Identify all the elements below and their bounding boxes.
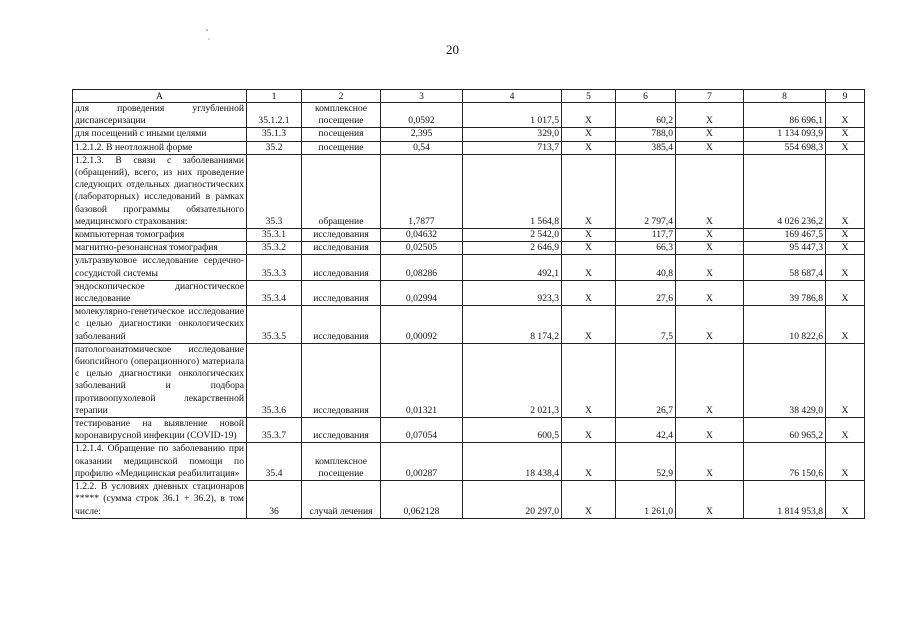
row-col7: X [676,128,744,141]
row-col6: 42,4 [616,418,676,443]
row-col4: 1 564,8 [463,154,562,228]
row-col4: 600,5 [463,418,562,443]
row-col5: X [562,280,616,305]
row-col4: 2 021,3 [463,343,562,417]
row-col8: 1 814 953,8 [744,481,826,519]
row-code: 35.1.3 [247,128,302,141]
row-code: 35.3 [247,154,302,228]
row-col8: 39 786,8 [744,280,826,305]
row-label: компьютерная томография [73,229,247,242]
row-unit: исследования [302,306,381,344]
row-label: 1.2.1.4. Обращение по заболеванию при оказании медицинской помощи по профилю «Медицинская реабилитация» [73,443,247,481]
row-code: 35.3.7 [247,418,302,443]
row-label: ультразвуковое исследование сердечно-сосудистой системы [73,255,247,280]
row-code: 35.3.6 [247,343,302,417]
table-row [73,128,865,141]
row-unit: исследования [302,343,381,417]
header-cell: 8 [744,90,826,103]
header-cell: 4 [463,90,562,103]
row-col8: 169 467,5 [744,229,826,242]
row-col3: 1,7877 [381,154,463,228]
row-col8: 38 429,0 [744,343,826,417]
row-unit: комплексное посещение [302,443,381,481]
row-unit: исследования [302,280,381,305]
row-col6: 7,5 [616,306,676,344]
header-cell: 7 [676,90,744,103]
row-col3: 0,00287 [381,443,463,481]
row-col7: X [676,280,744,305]
row-col7: X [676,154,744,228]
row-col6: 788,0 [616,128,676,141]
header-cell: 6 [616,90,676,103]
table-row [73,229,865,242]
row-col6: 52,9 [616,443,676,481]
row-col4: 923,3 [463,280,562,305]
row-col7: X [676,306,744,344]
row-col9: X [826,141,865,154]
row-col9: X [826,280,865,305]
row-unit: обращение [302,154,381,228]
row-label: эндоскопическое диагностическое исследование [73,280,247,305]
row-col4: 329,0 [463,128,562,141]
header-cell: 1 [247,90,302,103]
row-code: 35.1.2.1 [247,103,302,128]
row-col4: 492,1 [463,255,562,280]
row-col5: X [562,418,616,443]
row-label: для проведения углубленной диспансеризации [73,103,247,128]
row-col6: 66,3 [616,242,676,255]
data-table [72,89,865,519]
row-col5: X [562,343,616,417]
row-label: для посещений с иными целями [73,128,247,141]
row-col9: X [826,242,865,255]
row-col3: 0,54 [381,141,463,154]
row-col3: 0,0592 [381,103,463,128]
row-code: 35.3.5 [247,306,302,344]
row-col9: X [826,255,865,280]
row-col7: X [676,443,744,481]
row-col7: X [676,229,744,242]
row-col3: 0,062128 [381,481,463,519]
row-col7: X [676,103,744,128]
row-col8: 4 026 236,2 [744,154,826,228]
row-col5: X [562,255,616,280]
scan-specks [205,28,213,42]
table-row [73,343,865,417]
row-code: 35.3.4 [247,280,302,305]
row-col5: X [562,443,616,481]
row-col3: 0,01321 [381,343,463,417]
row-col3: 0,08286 [381,255,463,280]
row-col6: 40,8 [616,255,676,280]
table-row [73,242,865,255]
header-cell: 5 [562,90,616,103]
row-col9: X [826,229,865,242]
row-unit: случай лечения [302,481,381,519]
row-code: 35.3.3 [247,255,302,280]
header-cell: 2 [302,90,381,103]
row-col9: X [826,128,865,141]
row-col5: X [562,154,616,228]
row-col9: X [826,343,865,417]
row-col3: 0,02505 [381,242,463,255]
row-code: 35.2 [247,141,302,154]
row-code: 35.3.2 [247,242,302,255]
row-label: магнитно-резонансная томография [73,242,247,255]
row-col9: X [826,418,865,443]
row-col6: 117,7 [616,229,676,242]
row-col4: 713,7 [463,141,562,154]
row-col8: 60 965,2 [744,418,826,443]
row-col7: X [676,242,744,255]
row-col7: X [676,481,744,519]
row-label: тестирование на выявление новой коронавирусной инфекции (COVID-19) [73,418,247,443]
header-cell: 3 [381,90,463,103]
row-col4: 8 174,2 [463,306,562,344]
row-col8: 58 687,4 [744,255,826,280]
row-col7: X [676,141,744,154]
row-col8: 76 150,6 [744,443,826,481]
row-unit: исследования [302,242,381,255]
row-col6: 26,7 [616,343,676,417]
row-unit: посещения [302,128,381,141]
row-col3: 0,02994 [381,280,463,305]
header-cell: 9 [826,90,865,103]
row-unit: исследования [302,255,381,280]
row-col4: 2 542,0 [463,229,562,242]
row-col9: X [826,154,865,228]
row-col4: 18 438,4 [463,443,562,481]
header-row [73,90,865,103]
row-col8: 554 698,3 [744,141,826,154]
row-col5: X [562,128,616,141]
row-col6: 1 261,0 [616,481,676,519]
row-col9: X [826,481,865,519]
row-col3: 2,395 [381,128,463,141]
table-row [73,306,865,344]
row-col9: X [826,306,865,344]
row-col7: X [676,255,744,280]
row-label: патологоанатомическое исследование биопсийного (операционного) материала с целью диагностики онкологических заболеваний и подбора противоопухолевой лекарственной терапии [73,343,247,417]
row-col3: 0,00092 [381,306,463,344]
row-col5: X [562,103,616,128]
row-label: 1.2.1.3. В связи с заболеваниями (обращений), всего, из них проведение следующих отдельных диагностических (лабораторных) исследований в рамках базовой программы обязательного медицинского страхования: [73,154,247,228]
row-col4: 2 646,9 [463,242,562,255]
table-row [73,280,865,305]
table-row [73,141,865,154]
table-row [73,443,865,481]
row-label: 1.2.1.2. В неотложной форме [73,141,247,154]
row-col8: 86 696,1 [744,103,826,128]
row-col7: X [676,343,744,417]
row-code: 35.3.1 [247,229,302,242]
row-col6: 60,2 [616,103,676,128]
row-col5: X [562,141,616,154]
row-unit: комплексное посещение [302,103,381,128]
row-col3: 0,04632 [381,229,463,242]
table-row [73,418,865,443]
row-code: 35.4 [247,443,302,481]
row-col5: X [562,306,616,344]
row-col8: 95 447,3 [744,242,826,255]
row-col3: 0,07054 [381,418,463,443]
row-col4: 20 297,0 [463,481,562,519]
row-col8: 10 822,6 [744,306,826,344]
row-unit: посещение [302,141,381,154]
row-unit: исследования [302,229,381,242]
table-row [73,255,865,280]
row-col9: X [826,103,865,128]
row-col4: 1 017,5 [463,103,562,128]
page-number: 20 [446,42,459,57]
row-col9: X [826,443,865,481]
row-unit: исследования [302,418,381,443]
header-cell: А [73,90,247,103]
row-col6: 2 797,4 [616,154,676,228]
row-col8: 1 134 093,9 [744,128,826,141]
row-col5: X [562,481,616,519]
row-col5: X [562,242,616,255]
table-row [73,481,865,519]
row-col6: 27,6 [616,280,676,305]
table-row [73,154,865,228]
row-label: 1.2.2. В условиях дневных стационаров ***** (сумма строк 36.1 + 36.2), в том числе: [73,481,247,519]
table-row [73,103,865,128]
row-col7: X [676,418,744,443]
row-code: 36 [247,481,302,519]
row-col5: X [562,229,616,242]
row-col6: 385,4 [616,141,676,154]
row-label: молекулярно-генетическое исследование с целью диагностики онкологических заболеваний [73,306,247,344]
